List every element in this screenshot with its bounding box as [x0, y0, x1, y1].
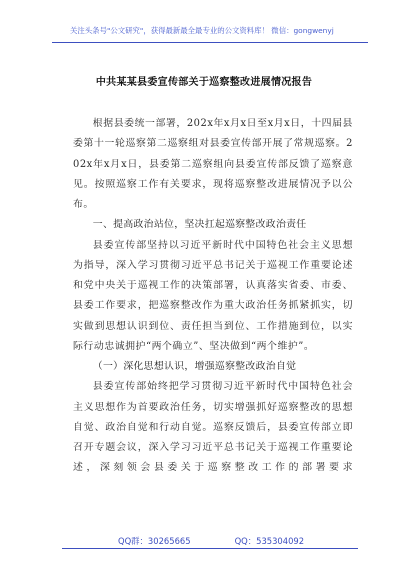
header-divider — [52, 42, 368, 43]
subsection-heading: （一）深化思想认识，增强巡察整改政治自觉 — [92, 361, 297, 372]
subsection-paragraph: 县委宣传部始终把学习贯彻习近平新时代中国特色社会主义思想作为首要政治任务，切实增强抓好巡察整改的思想自觉、政治自觉和行动自觉。巡察反馈后，县委宣传部立即召开专题会议，深入学习习近平总书记关于巡视工作重要论述，深刻领会县委关于巡察整改工作的部署要求 — [73, 381, 353, 474]
section-paragraph: 县委宣传部坚持以习近平新时代中国特色社会主义思想为指导，深入学习贯彻习近平总书记关于巡视工作重要论述和党中央关于巡视工作的决策部署，认真落实省委、市委、县委工作要求，把巡察整改作为重大政治任务抓紧抓实，切实做到思想认识到位、责任担当到位、工作措施到位，以实际行动忠诚拥护“两个确立”、坚决做到“两个维护”。 — [73, 239, 353, 352]
qq-group-text: QQ群：30265665 — [118, 536, 191, 546]
footer-divider — [62, 548, 358, 549]
qq-contact-text: QQ：535304092 — [234, 536, 305, 546]
intro-paragraph: 根据县委统一部署，202x年x月x日至x月x日，十四届县委第十一轮巡察第二巡察组对县委宣传部开展了常规巡察。202x年x月x日，县委第二巡察组向县委宣传部反馈了巡察意见。按照巡察工作有关要求，现将巡察整改进展情况予以公布。 — [73, 118, 353, 210]
document-body — [73, 114, 353, 479]
document-title: 中共某某县委宣传部关于巡察整改进展情况报告 — [95, 77, 313, 88]
page-footer — [118, 535, 348, 547]
section-heading: 一、提高政治站位，坚决扛起巡察整改政治责任 — [92, 219, 307, 231]
page-header-text: 关注头条号"公文研究"，获得最新最全最专业的公文资料库！ 微信：gongwenyj — [70, 26, 334, 35]
